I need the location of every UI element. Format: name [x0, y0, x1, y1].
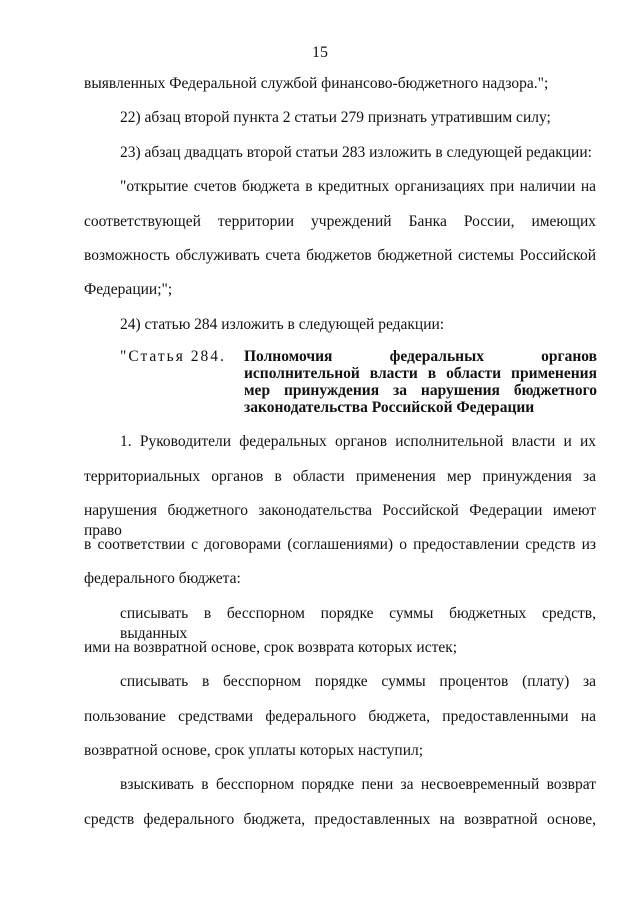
paragraph-line: ими на возвратной основе, срок возврата которых истек; [84, 639, 458, 656]
article-title-line: законодательства Российской Федерации [244, 399, 535, 416]
article-label: "Статья 284. [120, 348, 226, 365]
paragraph-line: в соответствии с договорами (соглашениями) о предоставлении средств из [84, 536, 596, 553]
paragraph-line: списывать в бесспорном порядке суммы бюджетных средств, выданных [120, 605, 596, 642]
paragraph-line: списывать в бесспорном порядке суммы процентов (плату) за [120, 673, 596, 690]
article-title-line: мер принуждения за нарушения бюджетного [244, 382, 597, 399]
quoted-text-line: Федерации;"; [84, 281, 173, 298]
page-number: 15 [312, 44, 328, 61]
quoted-text-line: соответствующей территории учреждений Банка России, имеющих [84, 213, 596, 230]
paragraph-line: территориальных органов в области применения мер принуждения за [84, 468, 596, 485]
paragraph-line: средств федерального бюджета, предоставленных на возвратной основе, [84, 811, 596, 828]
paragraph-line: нарушения бюджетного законодательства Российской Федерации имеют право [84, 502, 596, 539]
list-item-22: 22) абзац второй пункта 2 статьи 279 признать утратившим силу; [120, 109, 551, 126]
paragraph-line: взыскивать в бесспорном порядке пени за несвоевременный возврат [120, 776, 596, 793]
article-title-line: Полномочия федеральных органов [244, 348, 597, 365]
article-title [244, 348, 597, 416]
paragraph-line: 1. Руководители федеральных органов исполнительной власти и их [120, 433, 596, 450]
list-item-24: 24) статью 284 изложить в следующей редакции: [120, 316, 445, 333]
text-line: выявленных Федеральной службой финансово-бюджетного надзора."; [84, 75, 549, 92]
article-title-line: исполнительной власти в области применения [244, 365, 597, 382]
list-item-23: 23) абзац двадцать второй статьи 283 изложить в следующей редакции: [120, 144, 592, 161]
paragraph-line: федерального бюджета: [84, 570, 241, 587]
paragraph-line: возвратной основе, срок уплаты которых наступил; [84, 742, 424, 759]
quoted-text-line: "открытие счетов бюджета в кредитных организациях при наличии на [120, 178, 596, 195]
paragraph-line: пользование средствами федерального бюджета, предоставленными на [84, 708, 596, 725]
quoted-text-line: возможность обслуживать счета бюджетов бюджетной системы Российской [84, 247, 596, 264]
